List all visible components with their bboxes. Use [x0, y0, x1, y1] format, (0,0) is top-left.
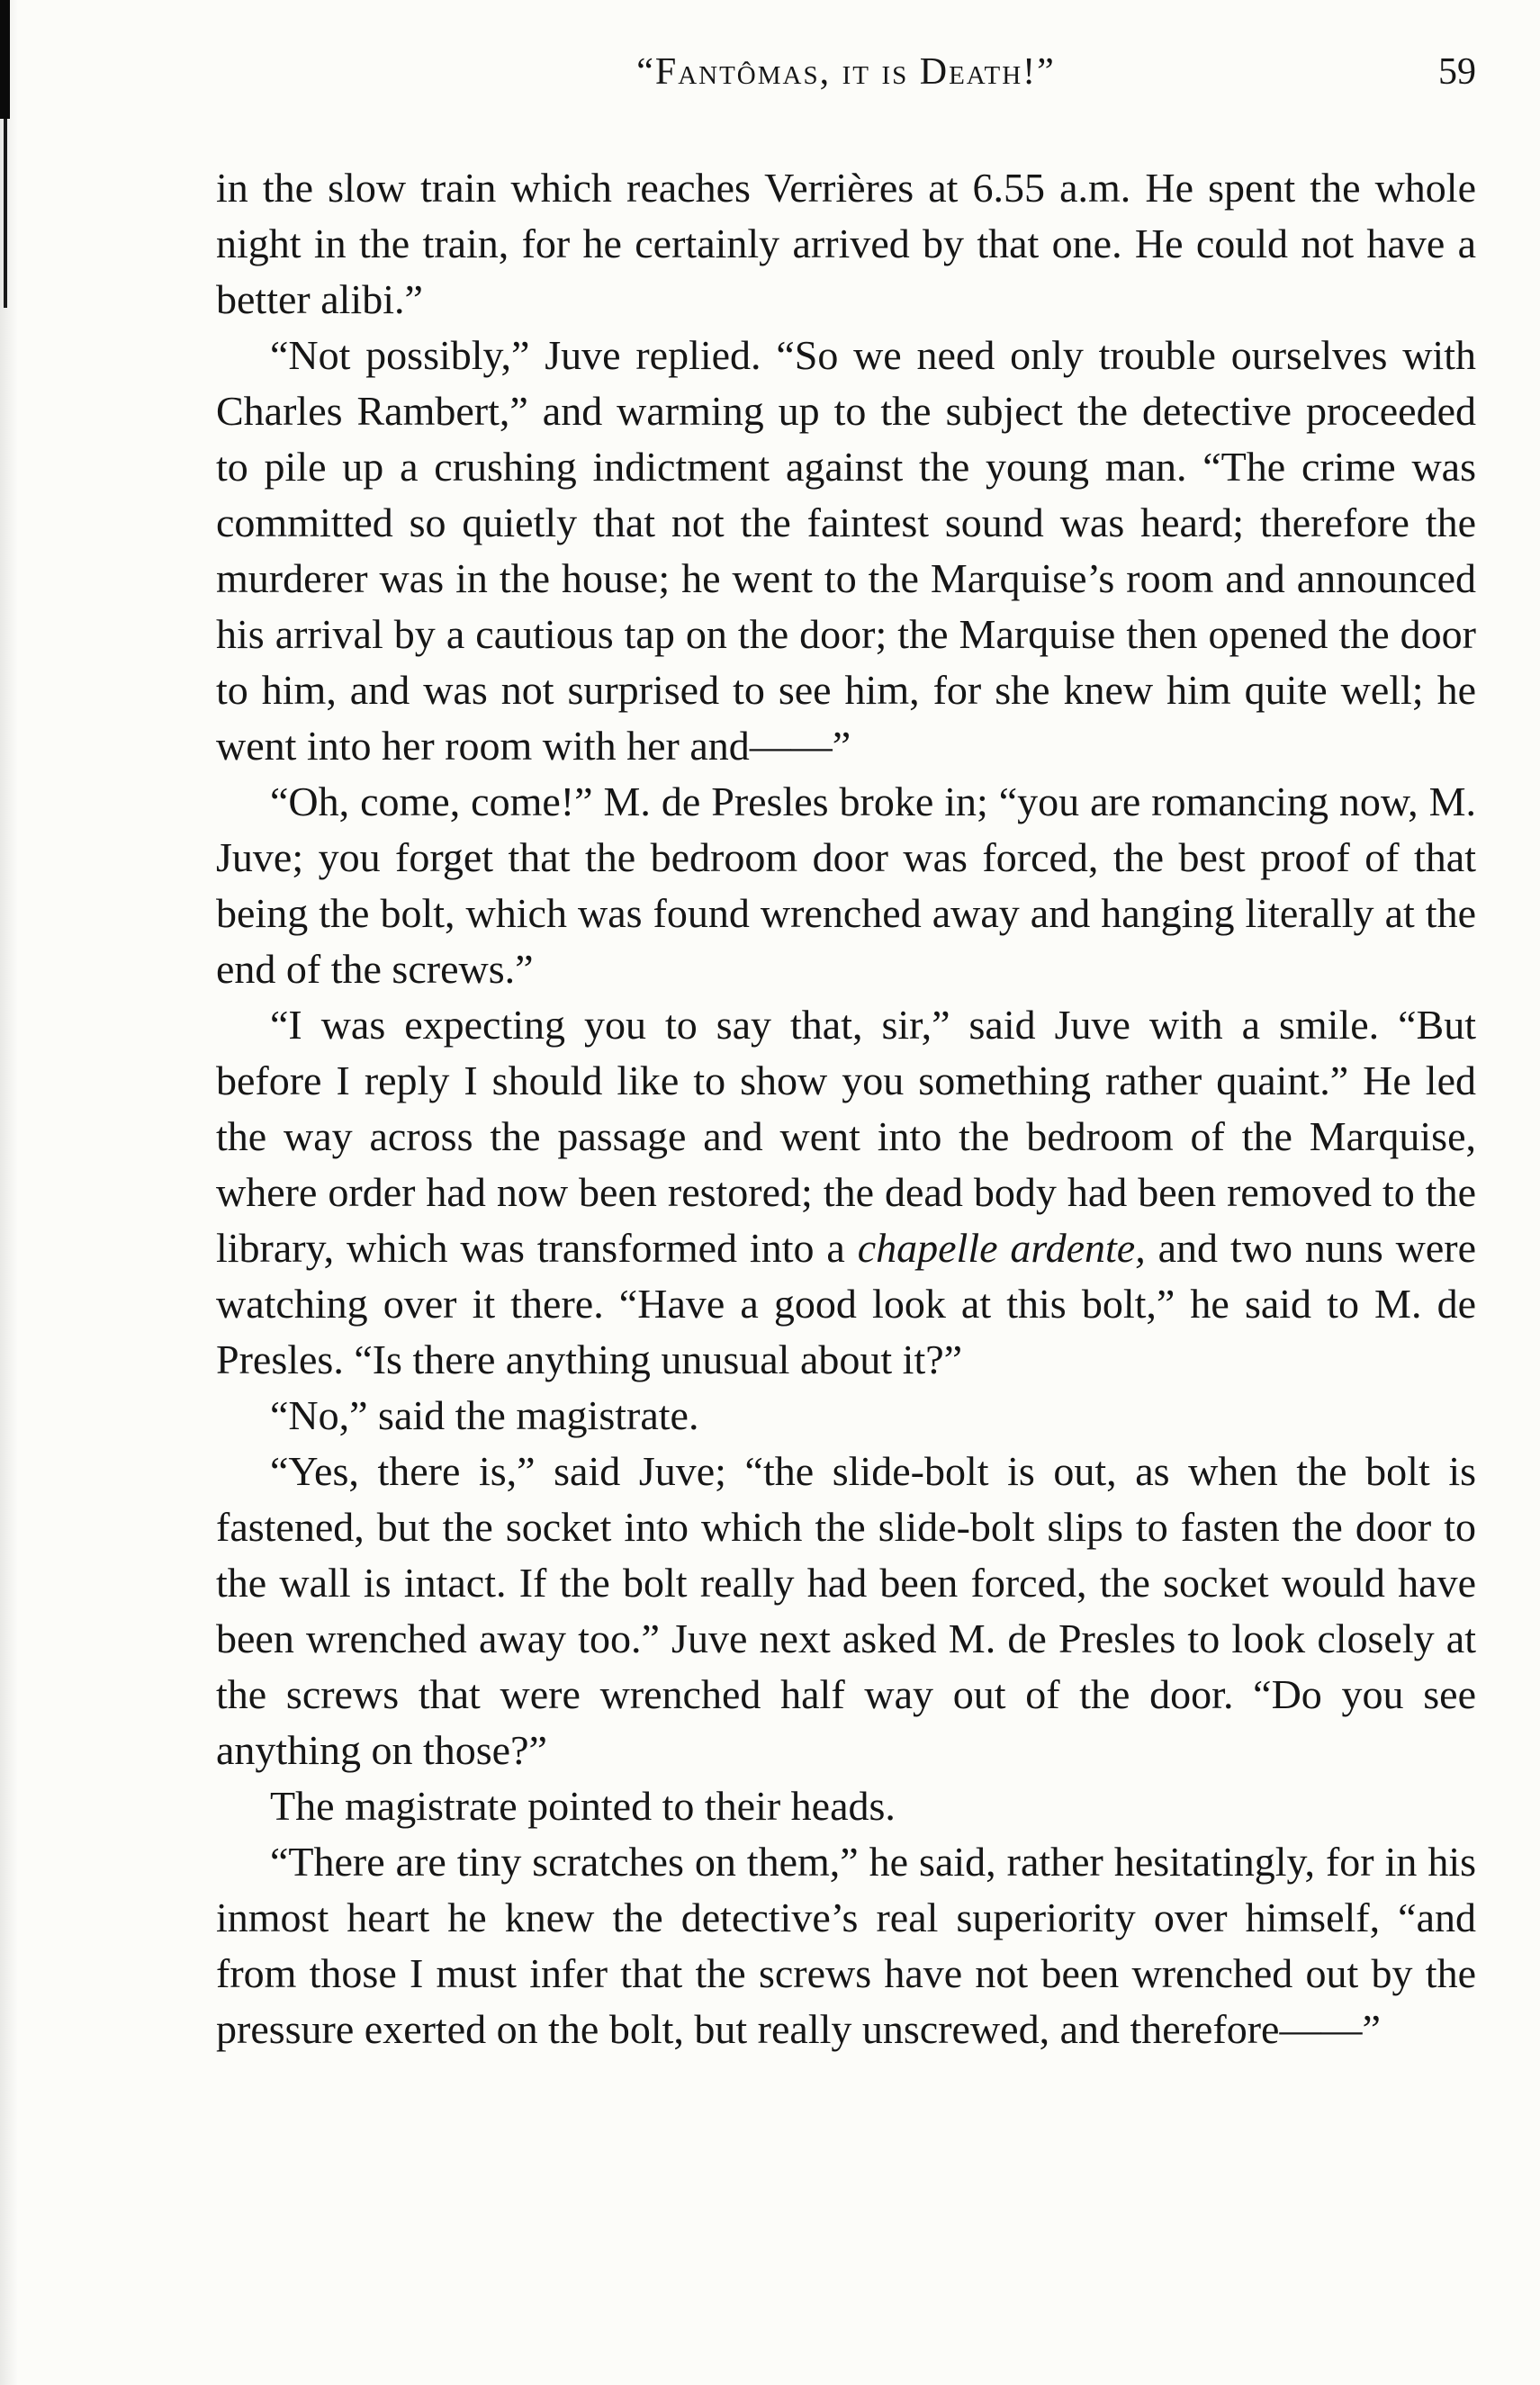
paragraph — [216, 997, 1476, 1388]
paragraph — [216, 774, 1476, 997]
scan-edge-artifact-thick — [0, 0, 10, 119]
text-run: “Yes, there is,” said Juve; “the slide-bolt is out, as when the bolt is fastened, but the socket into which the slide-bolt slips to fasten the door to the wall is intact. If the bolt really had been forced, the socket would have been wrenched away too.” Juve next asked M. de Presles to look closely at the screws that were wrenched half way out of the door. “Do you see anything on those?” — [216, 1448, 1476, 1773]
paragraph — [216, 1444, 1476, 1778]
paragraph — [216, 1388, 1476, 1444]
scan-edge-artifact-thin — [4, 119, 7, 308]
paragraph — [216, 160, 1476, 328]
italic-phrase: chapelle ardente, — [857, 1225, 1146, 1271]
paragraph — [216, 1778, 1476, 1834]
page-header — [216, 50, 1476, 104]
scan-gutter-shadow — [0, 0, 18, 2385]
text-run: The magistrate pointed to their heads. — [270, 1783, 896, 1829]
text-run: “There are tiny scratches on them,” he said, rather hesitatingly, for in his inmost heart he knew the detective’s real superiority over himself, “and from those I must infer that the screws have not been wrenched out by the pressure exerted on the bolt, but really unscrewed, and therefore——” — [216, 1839, 1476, 2052]
paragraph — [216, 328, 1476, 774]
page-number: 59 — [1438, 51, 1476, 93]
text-run: “Not possibly,” Juve replied. “So we need only trouble ourselves with Charles Rambert,” and warming up to the subject the detective proceeded to pile up a crushing indictment against the young man. “The crime was committed so quietly that not the faintest sound was heard; therefore the murderer was in the house; he went to the Marquise’s room and announced his arrival by a cautious tap on the door; the Marquise then opened the door to him, and was not surprised to see him, for she knew him quite well; he went into her room with her and——” — [216, 332, 1476, 769]
running-title: “Fantômas, it is Death!” — [636, 51, 1056, 93]
page-body — [216, 160, 1476, 2057]
text-run: “Oh, come, come!” M. de Presles broke in; “you are romancing now, M. Juve; you forget that the bedroom door was forced, the best proof of that being the bolt, which was found wrenched away and hanging literally at the end of the screws.” — [216, 778, 1476, 992]
text-run: “I was expecting you to say that, sir,” said Juve with a smile. “But before I reply I should like to show you something rather quaint.” He led the way across the passage and went into the bedroom of the Marquise, where order had now been restored; the dead body had been removed to the library, which was transformed into a — [216, 1002, 1476, 1271]
text-run: in the slow train which reaches Verrières at 6.55 a.m. He spent the whole night in the train, for he certainly arrived by that one. He could not have a better alibi.” — [216, 165, 1476, 322]
paragraph — [216, 1834, 1476, 2057]
text-run: “No,” said the magistrate. — [270, 1392, 699, 1438]
text-run: and two nuns were watching over it there. “Have a good look at this bolt,” he said to M. de Presles. “Is there anything unusual about it?” — [216, 1225, 1477, 1382]
